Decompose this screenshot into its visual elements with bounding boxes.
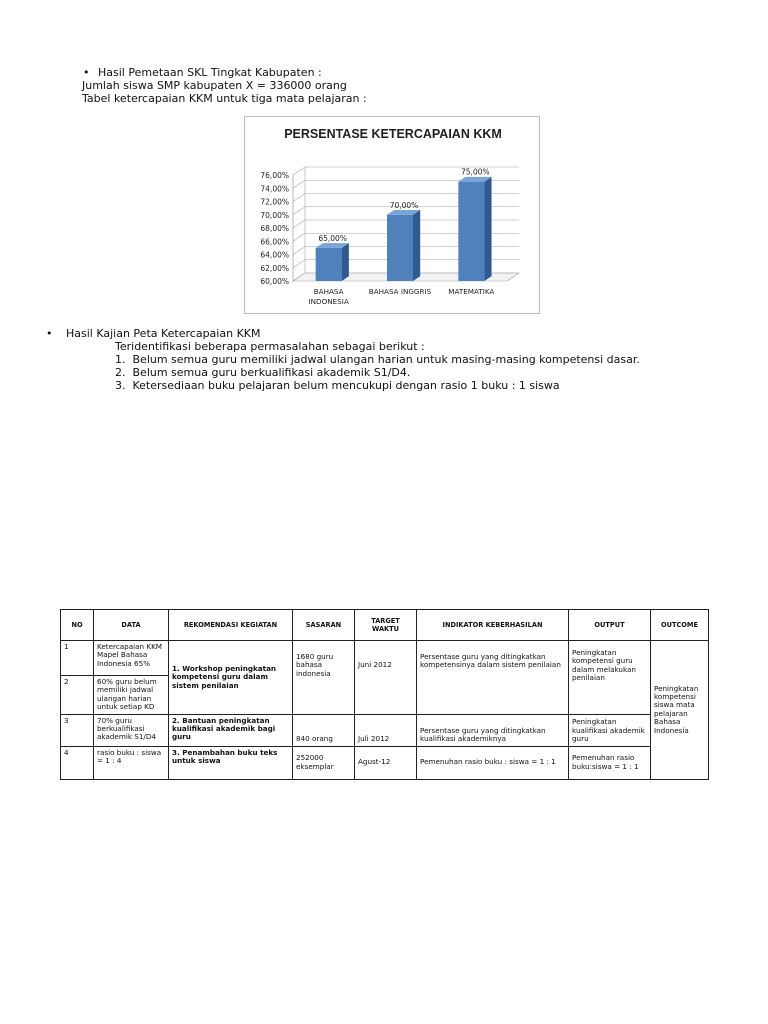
bar-side <box>342 243 349 281</box>
header-rekomendasi: REKOMENDASI KEGIATAN <box>169 610 293 641</box>
problem-number: 2. <box>115 366 126 379</box>
cell-data: rasio buku : siswa = 1 : 4 <box>94 746 169 779</box>
table-row <box>61 641 709 676</box>
y-tick-label: 70,00% <box>260 210 289 220</box>
chart-canvas <box>245 117 541 315</box>
cell-data: 60% guru belum memiliki jadwal ulangan harian untuk setiap KD <box>94 676 169 715</box>
cell-data: 70% guru berkualifikasi akademik S1/D4 <box>94 714 169 746</box>
section1-heading: Hasil Pemetaan SKL Tingkat Kabupaten : <box>98 66 322 79</box>
chart-title: PERSENTASE KETERCAPAIAN KKM <box>284 127 502 141</box>
table-row <box>61 746 709 779</box>
bar-front <box>387 215 413 281</box>
cell-no: 4 <box>61 746 94 779</box>
header-output: OUTPUT <box>569 610 651 641</box>
y-tick-label: 62,00% <box>260 263 289 273</box>
problems-intro: Teridentifikasi beberapa permasalahan sebagai berikut : <box>115 340 425 353</box>
header-indikator: INDIKATOR KEBERHASILAN <box>417 610 569 641</box>
y-tick-label: 60,00% <box>260 277 289 286</box>
y-tick-label: 74,00% <box>260 184 289 194</box>
data-label: 70,00% <box>389 200 419 210</box>
cell-output: Pemenuhan rasio buku:siswa = 1 : 1 <box>569 746 651 779</box>
category-label: MATEMATIKA <box>448 287 495 296</box>
cell-indikator: Persentase guru yang ditingkatkan kompetensinya dalam sistem penilaian <box>417 641 569 715</box>
y-tick-label: 72,00% <box>260 197 289 207</box>
header-target-waktu: TARGET WAKTU <box>355 610 417 641</box>
problem-item-2 <box>115 366 410 379</box>
bar-front <box>316 248 342 281</box>
cell-sasaran: 840 orang <box>293 714 355 746</box>
cell-no: 3 <box>61 714 94 746</box>
data-label: 65,00% <box>318 233 347 243</box>
problem-number: 3. <box>115 379 126 392</box>
data-label: 75,00% <box>461 167 490 177</box>
table-header-row <box>61 610 709 641</box>
cell-output: Peningkatan kualifikasi akademik guru <box>569 714 651 746</box>
cell-no: 1 <box>61 641 94 676</box>
header-outcome: OUTCOME <box>651 610 709 641</box>
category-label: INDONESIA <box>308 297 349 306</box>
problem-item-1 <box>115 353 640 366</box>
bullet-symbol: • <box>83 66 90 79</box>
y-tick-label: 66,00% <box>260 237 289 247</box>
cell-rekomendasi: 3. Penambahan buku teks untuk siswa <box>169 746 293 779</box>
header-data: DATA <box>94 610 169 641</box>
problem-text: Ketersediaan buku pelajaran belum mencukupi dengan rasio 1 buku : 1 siswa <box>132 379 560 392</box>
bar-side <box>413 210 420 281</box>
student-count-line: Jumlah siswa SMP kabupaten X = 336000 orang <box>82 79 347 92</box>
section2-heading: Hasil Kajian Peta Ketercapaian KKM <box>66 327 261 340</box>
cell-target: Juni 2012 <box>355 641 417 715</box>
cell-no: 2 <box>61 676 94 715</box>
bullet-symbol: • <box>46 327 53 340</box>
y-tick-label: 64,00% <box>260 250 289 260</box>
problem-item-3 <box>115 379 560 392</box>
cell-rekomendasi: 2. Bantuan peningkatan kualifikasi akademik bagi guru <box>169 714 293 746</box>
cell-sasaran: 1680 guru bahasa indonesia <box>293 641 355 715</box>
cell-indikator: Persentase guru yang ditingkatkan kualifikasi akademiknya <box>417 714 569 746</box>
table-row <box>61 714 709 746</box>
y-tick-label: 76,00% <box>260 171 289 180</box>
category-label: BAHASA <box>313 287 344 296</box>
problem-text: Belum semua guru memiliki jadwal ulangan harian untuk masing-masing kompetensi dasar. <box>132 353 640 366</box>
bar-front <box>458 182 484 281</box>
header-sasaran: SASARAN <box>293 610 355 641</box>
cell-indikator: Pemenuhan rasio buku : siswa = 1 : 1 <box>417 746 569 779</box>
cell-outcome: Peningkatan kompetensi siswa mata pelajaran Bahasa Indonesia <box>651 641 709 780</box>
category-label: BAHASA INGGRIS <box>368 287 432 296</box>
cell-data: Ketercapaian KKM Mapel Bahasa Indonesia 65% <box>94 641 169 676</box>
cell-output: Peningkatan kompetensi guru dalam melakukan penilaian <box>569 641 651 715</box>
cell-sasaran: 252000 eksemplar <box>293 746 355 779</box>
cell-target: Agust-12 <box>355 746 417 779</box>
action-plan-table <box>60 609 709 780</box>
cell-rekomendasi: 1. Workshop peningkatan kompetensi guru dalam sistem penilaian <box>169 641 293 715</box>
kkm-bar-chart <box>244 116 540 314</box>
y-tick-label: 68,00% <box>260 224 289 233</box>
problem-text: Belum semua guru berkualifikasi akademik S1/D4. <box>132 366 411 379</box>
table-intro-line: Tabel ketercapaian KKM untuk tiga mata pelajaran : <box>82 92 367 105</box>
problem-number: 1. <box>115 353 126 366</box>
cell-target: Juli 2012 <box>355 714 417 746</box>
bar-side <box>484 177 491 281</box>
header-no: NO <box>61 610 94 641</box>
